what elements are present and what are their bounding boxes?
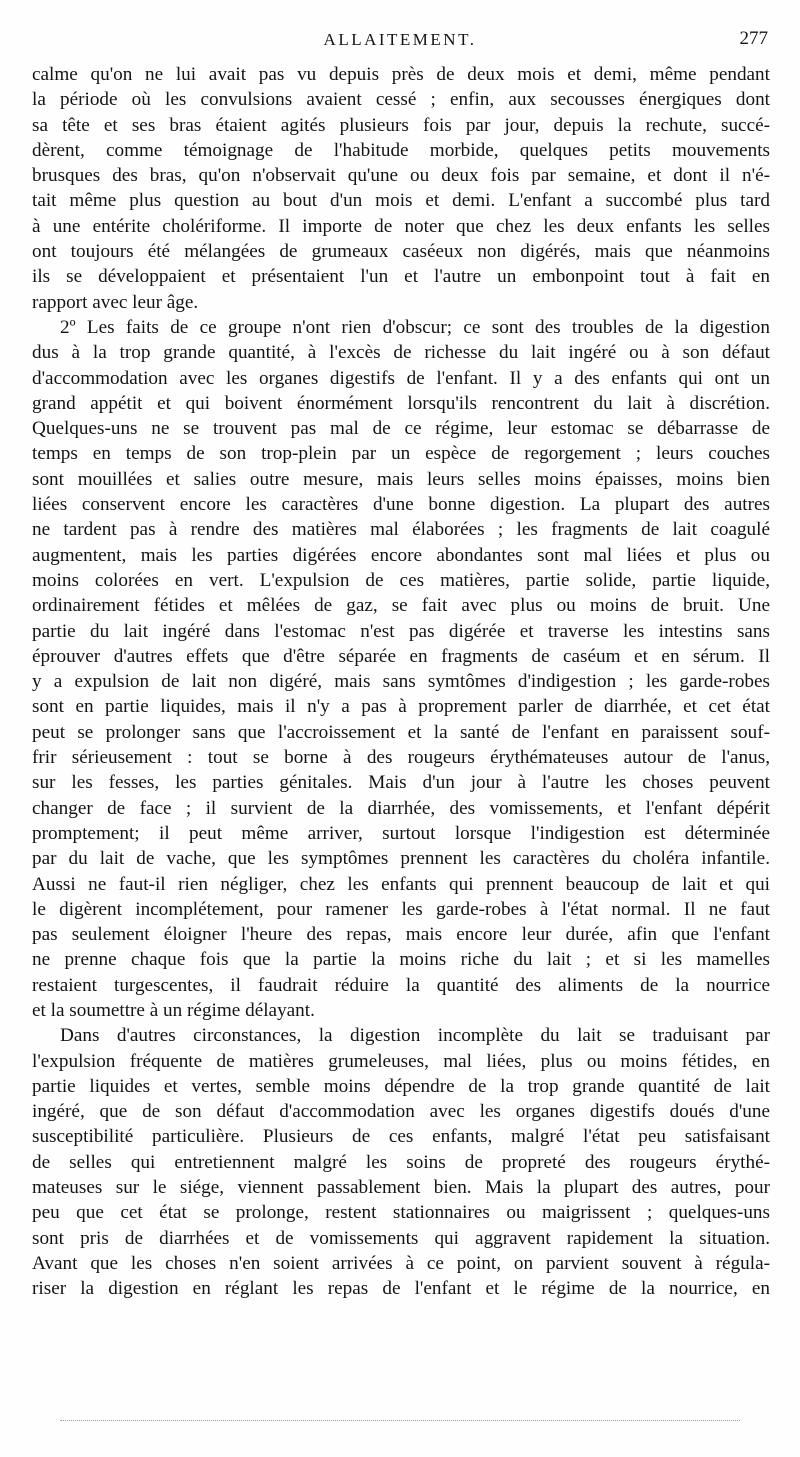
text-line: pas seulement éloigner l'heure des repas, mais encore leur durée, afin que l'enfant: [32, 924, 770, 946]
text-line: temps en temps de son trop-plein par un espèce de regorgement ; leurs couches: [32, 443, 770, 465]
bottom-divider: [60, 1420, 740, 1421]
text-line: ne prenne chaque fois que la partie la moins riche du lait ; et si les mamelles: [32, 949, 770, 971]
text-line: peu que cet état se prolonge, restent stationnaires ou maigrissent ; quelques-uns: [32, 1202, 770, 1224]
text-line: sa tête et ses bras étaient agités plusieurs fois par jour, depuis la rechute, succé-: [32, 114, 770, 136]
text-line: ne tardent pas à rendre des matières mal élaborées ; les fragments de lait coagulé: [32, 519, 770, 541]
text-line: tait même plus question au bout d'un mois et demi. L'enfant a succombé plus tard: [32, 190, 770, 212]
text-line: dèrent, comme témoignage de l'habitude morbide, quelques petits mouvements: [32, 139, 770, 161]
text-line: brusques des bras, qu'on n'observait qu'une ou deux fois par semaine, et dont il n'é-: [32, 165, 770, 187]
text-line: calme qu'on ne lui avait pas vu depuis près de deux mois et demi, même pendant: [32, 64, 770, 85]
text-line: riser la digestion en réglant les repas de l'enfant et le régime de la nourrice, en: [32, 1278, 770, 1300]
text-line: changer de face ; il survient de la diarrhée, des vomissements, et l'enfant dépérit: [32, 797, 770, 819]
text-line: moins colorées en vert. L'expulsion de ces matières, partie solide, partie liquide,: [32, 569, 770, 591]
text-line: dus à la trop grande quantité, à l'excès de richesse du lait ingéré ou à son défaut: [32, 342, 770, 364]
text-line: ont toujours été mélangées de grumeaux caséeux non digérés, mais que néanmoins: [32, 241, 770, 263]
text-line: sont en partie liquides, mais il n'y a pas à proprement parler de diarrhée, et cet état: [32, 696, 770, 718]
text-line: éprouver d'autres effets que d'être séparée en fragments de caséum et en sérum. Il: [32, 645, 770, 667]
text-line: Aussi ne faut-il rien négliger, chez les enfants qui prennent beaucoup de lait et qui: [32, 873, 770, 895]
text-line: ingéré, que de son défaut d'accommodation avec les organes digestifs doués d'une: [32, 1101, 770, 1123]
text-line: la période où les convulsions avaient cessé ; enfin, aux secousses énergiques dont: [32, 89, 770, 111]
text-line: de selles qui entretiennent malgré les soins de propreté des rougeurs érythé-: [32, 1151, 770, 1173]
text-line: mateuses sur le siége, viennent passablement bien. Mais la plupart des autres, pour: [32, 1177, 770, 1199]
text-line: y a expulsion de lait non digéré, mais sans symtômes d'indigestion ; les garde-robes: [32, 671, 770, 693]
text-line: augmentent, mais les parties digérées encore abondantes sont mal liées et plus ou: [32, 544, 770, 566]
running-head: [32, 30, 768, 54]
paragraph-start-line: 2º Les faits de ce groupe n'ont rien d'obscur; ce sont des troubles de la digestion: [60, 316, 770, 338]
text-line: d'accommodation avec les organes digestifs de l'enfant. Il y a des enfants qui ont un: [32, 367, 770, 389]
text-line: promptement; il peut même arriver, surtout lorsque l'indigestion est déterminée: [32, 822, 770, 844]
text-line: grand appétit et qui boivent énormément lorsqu'ils rencontrent du lait à discrétion.: [32, 392, 770, 414]
text-line: sont mouillées et salies outre mesure, mais leurs selles moins épaisses, moins bien: [32, 468, 770, 490]
text-line: partie du lait ingéré dans l'estomac n'est pas digérée et traverse les intestins sans: [32, 620, 770, 642]
text-line: frir sérieusement : tout se borne à des rougeurs érythémateuses autour de l'anus,: [32, 747, 770, 769]
text-line: rapport avec leur âge.: [32, 291, 199, 313]
text-line: ordinairement fétides et mêlées de gaz, se fait avec plus ou moins de bruit. Une: [32, 595, 770, 617]
text-line: Quelques-uns ne se trouvent pas mal de ce régime, leur estomac se débarrasse de: [32, 418, 770, 440]
text-line: liées conservent encore les caractères d'une bonne digestion. La plupart des autres: [32, 494, 770, 516]
text-line: par du lait de vache, que les symptômes prennent les caractères du choléra infantile.: [32, 848, 770, 870]
text-line: et la soumettre à un régime délayant.: [32, 999, 315, 1021]
text-line: à une entérite cholériforme. Il importe de noter que chez les deux enfants les selles: [32, 215, 770, 237]
text-line: sur les fesses, les parties génitales. Mais d'un jour à l'autre les choses peuvent: [32, 772, 770, 794]
text-line: susceptibilité particulière. Plusieurs de ces enfants, malgré l'état peu satisfaisant: [32, 1126, 770, 1148]
text-line: peut se prolonger sans que l'accroissement et la santé de l'enfant en paraissent souf-: [32, 721, 770, 743]
text-line: Avant que les choses n'en soient arrivées à ce point, on parvient souvent à régula-: [32, 1252, 770, 1274]
paragraph-start-line: Dans d'autres circonstances, la digestion incomplète du lait se traduisant par: [60, 1025, 770, 1047]
running-title: ALLAITEMENT.: [323, 30, 477, 49]
body-text: [32, 62, 770, 1302]
page-number: 277: [739, 28, 768, 49]
text-line: restaient turgescentes, il faudrait réduire la quantité des aliments de la nourrice: [32, 974, 770, 996]
text-line: ils se développaient et présentaient l'un et l'autre un embonpoint tout à fait en: [32, 266, 770, 288]
text-line: l'expulsion fréquente de matières grumeleuses, mal liées, plus ou moins fétides, en: [32, 1050, 770, 1072]
text-line: sont pris de diarrhées et de vomissements qui aggravent rapidement la situation.: [32, 1227, 770, 1249]
text-line: partie liquides et vertes, semble moins dépendre de la trop grande quantité de lait: [32, 1075, 770, 1097]
text-line: le digèrent incomplétement, pour ramener les garde-robes à l'état normal. Il ne faut: [32, 898, 770, 920]
